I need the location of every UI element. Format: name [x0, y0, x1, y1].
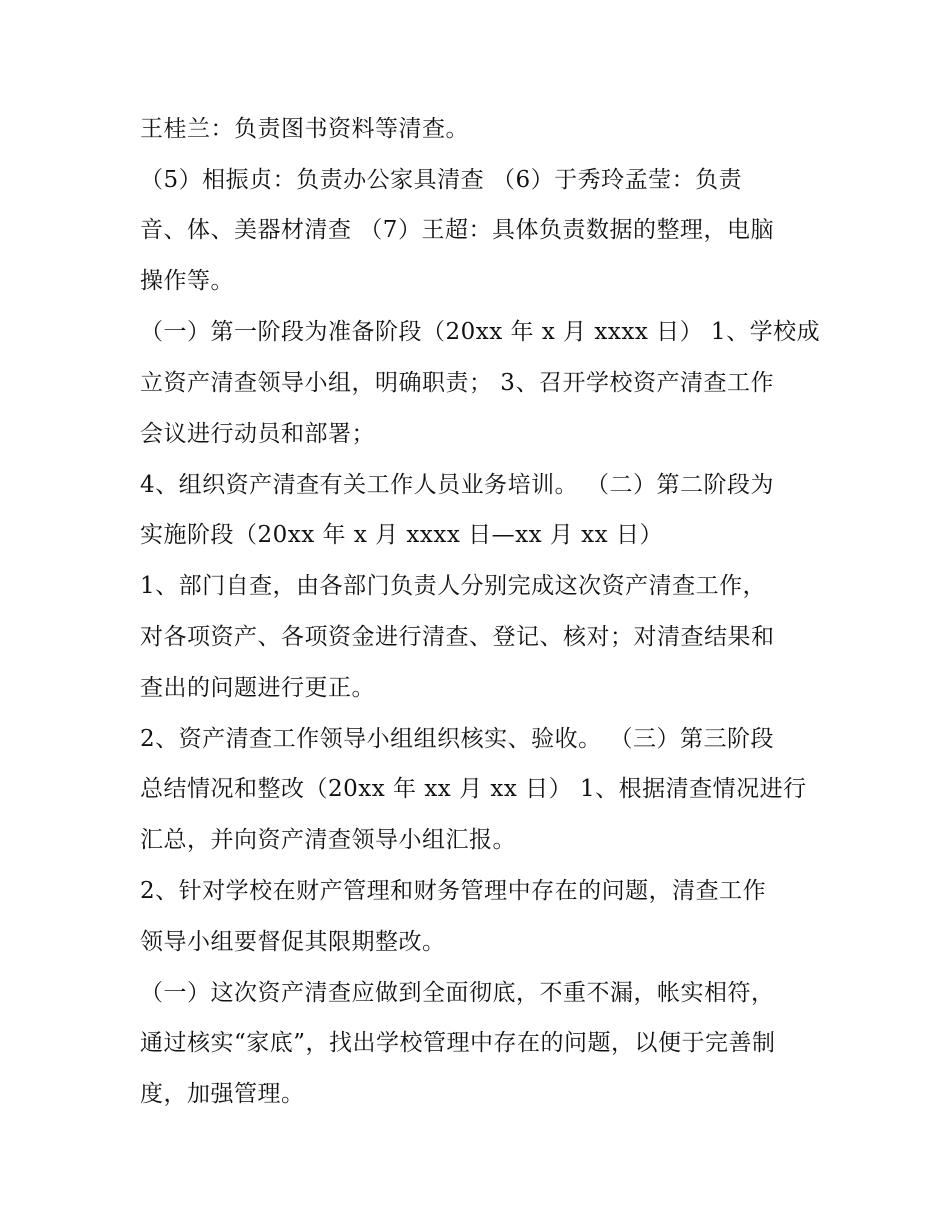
text-line: 4、组织资产清查有关工作人员业务培训。 （二）第二阶段为 — [140, 472, 774, 498]
text-line: 汇总，并向资产清查领导小组汇报。 — [140, 827, 516, 853]
text-line: 1、部门自查，由各部门负责人分别完成这次资产清查工作， — [140, 573, 767, 599]
text-line: 查出的问题进行更正。 — [140, 675, 375, 701]
text-line: 领导小组要督促其限期整改。 — [140, 929, 446, 955]
text-line: 对各项资产、各项资金进行清查、登记、核对；对清查结果和 — [140, 624, 775, 650]
text-line: 实施阶段（20xx 年 x 月 xxxx 日—xx 月 xx 日） — [140, 522, 663, 548]
text-line: 2、针对学校在财产管理和财务管理中存在的问题，清查工作 — [140, 878, 767, 904]
text-line: 总结情况和整改（20xx 年 xx 月 xx 日） 1、根据清查情况进行 — [140, 776, 807, 802]
text-line: 立资产清查领导小组，明确职责； 3、召开学校资产清查工作 — [140, 370, 774, 396]
text-line: 会议进行动员和部署； — [140, 421, 375, 447]
text-line: 度，加强管理。 — [140, 1081, 305, 1107]
text-line: （一）这次资产清查应做到全面彻底，不重不漏，帐实相符， — [140, 980, 775, 1006]
text-line: （5）相振贞：负责办公家具清查 （6）于秀玲孟莹：负责 — [140, 167, 743, 193]
text-line: （一）第一阶段为准备阶段（20xx 年 x 月 xxxx 日） 1、学校成 — [140, 319, 821, 345]
text-line: 音、体、美器材清查 （7）王超：具体负责数据的整理，电脑 — [140, 217, 774, 243]
text-line: 通过核实“家底”，找出学校管理中存在的问题，以便于完善制 — [140, 1030, 776, 1056]
text-line: 王桂兰：负责图书资料等清查。 — [140, 116, 469, 142]
text-line: 2、资产清查工作领导小组组织核实、验收。 （三）第三阶段 — [140, 726, 774, 752]
text-line: 操作等。 — [140, 268, 234, 294]
